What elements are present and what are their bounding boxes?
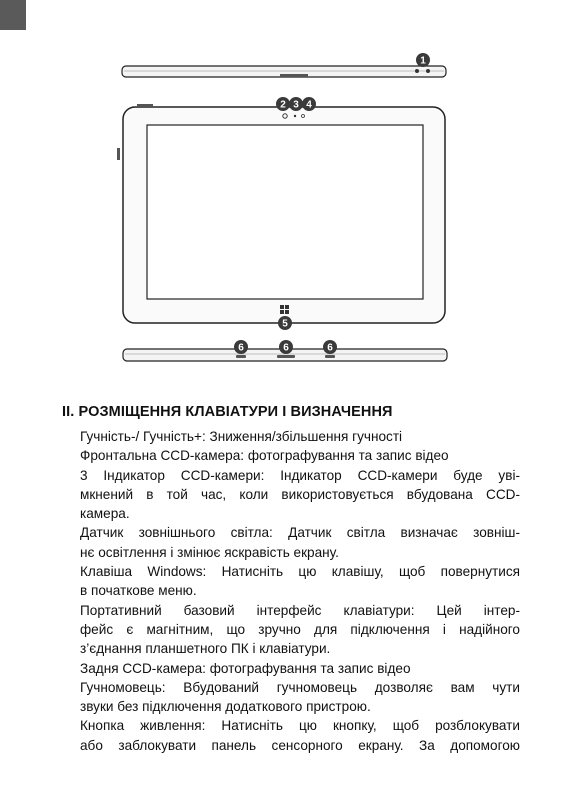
entry-line: Кнопка живлення: Натисніть цю кнопку, щоб розблокувати [80, 718, 520, 734]
callout-3 [289, 97, 303, 111]
callout-3-number: 3 [293, 99, 299, 111]
entry-light-sensor [80, 523, 520, 562]
callout-6-right-number: 6 [327, 342, 333, 354]
definitions-list [80, 427, 520, 755]
entry-line: Гучномовець: Вбудований гучномовець дозволяє вам чути [80, 679, 520, 695]
callout-2 [276, 97, 290, 111]
entry-speaker [80, 678, 520, 717]
tablet-top-edge [122, 66, 446, 77]
tablet-diagram [0, 0, 567, 400]
tablet-front [117, 104, 445, 323]
entry-line: з’єднання планшетного ПК і клавіатури. [80, 641, 331, 657]
entry-line: мкнений в той час, коли використовується вбудована CCD- [80, 486, 520, 502]
entry-front-camera [80, 446, 520, 465]
entry-line: звуки без підключення додаткового пристрою. [80, 699, 371, 715]
callout-5-number: 5 [282, 318, 288, 330]
callout-6-left [234, 340, 248, 354]
entry-keyboard-interface [80, 601, 520, 659]
entry-line: або заблокувати панель сенсорного екрану. За допомогою [80, 737, 520, 753]
callout-6-center [279, 340, 293, 354]
section-heading: II. РОЗМІЩЕННЯ КЛАВІАТУРИ І ВИЗНАЧЕННЯ [62, 404, 393, 420]
entry-camera-indicator [80, 466, 520, 524]
entry-line: Портативний базовий інтерфейс клавіатури: Цей інтер- [80, 602, 520, 618]
entry-line: Датчик зовнішнього світла: Датчик світла визначає зовніш- [80, 525, 520, 541]
callout-1-number: 1 [420, 55, 426, 67]
callout-6-left-number: 6 [238, 342, 244, 354]
entry-volume [80, 427, 520, 446]
entry-line: в початкове меню. [80, 583, 197, 599]
entry-rear-camera [80, 659, 520, 678]
entry-power-button [80, 716, 520, 755]
entry-line: камера. [80, 506, 130, 522]
entry-line: 3 Індикатор CCD-камери: Індикатор CCD-камери буде уві- [80, 467, 520, 483]
entry-windows-key [80, 562, 520, 601]
entry-line: фейс є магнітним, що зручно для підключення і надійного [80, 621, 520, 637]
entry-line: Клавіша Windows: Натисніть цю клавішу, щоб повернутися [80, 564, 520, 580]
callout-6-center-number: 6 [283, 342, 289, 354]
entry-line: Фронтальна CCD-камера: фотографування та запис відео [80, 448, 449, 464]
callout-1 [416, 53, 430, 67]
callout-4 [302, 97, 316, 111]
entry-line: Гучність-/ Гучність+: Зниження/збільшення гучності [80, 429, 403, 444]
callout-5 [278, 316, 292, 330]
entry-line: нє освітлення і змінює яскравість екрану. [80, 544, 339, 560]
callout-2-number: 2 [280, 99, 286, 111]
entry-line: Задня CCD-камера: фотографування та запис відео [80, 660, 411, 676]
callout-4-number: 4 [306, 99, 312, 111]
callout-6-right [323, 340, 337, 354]
